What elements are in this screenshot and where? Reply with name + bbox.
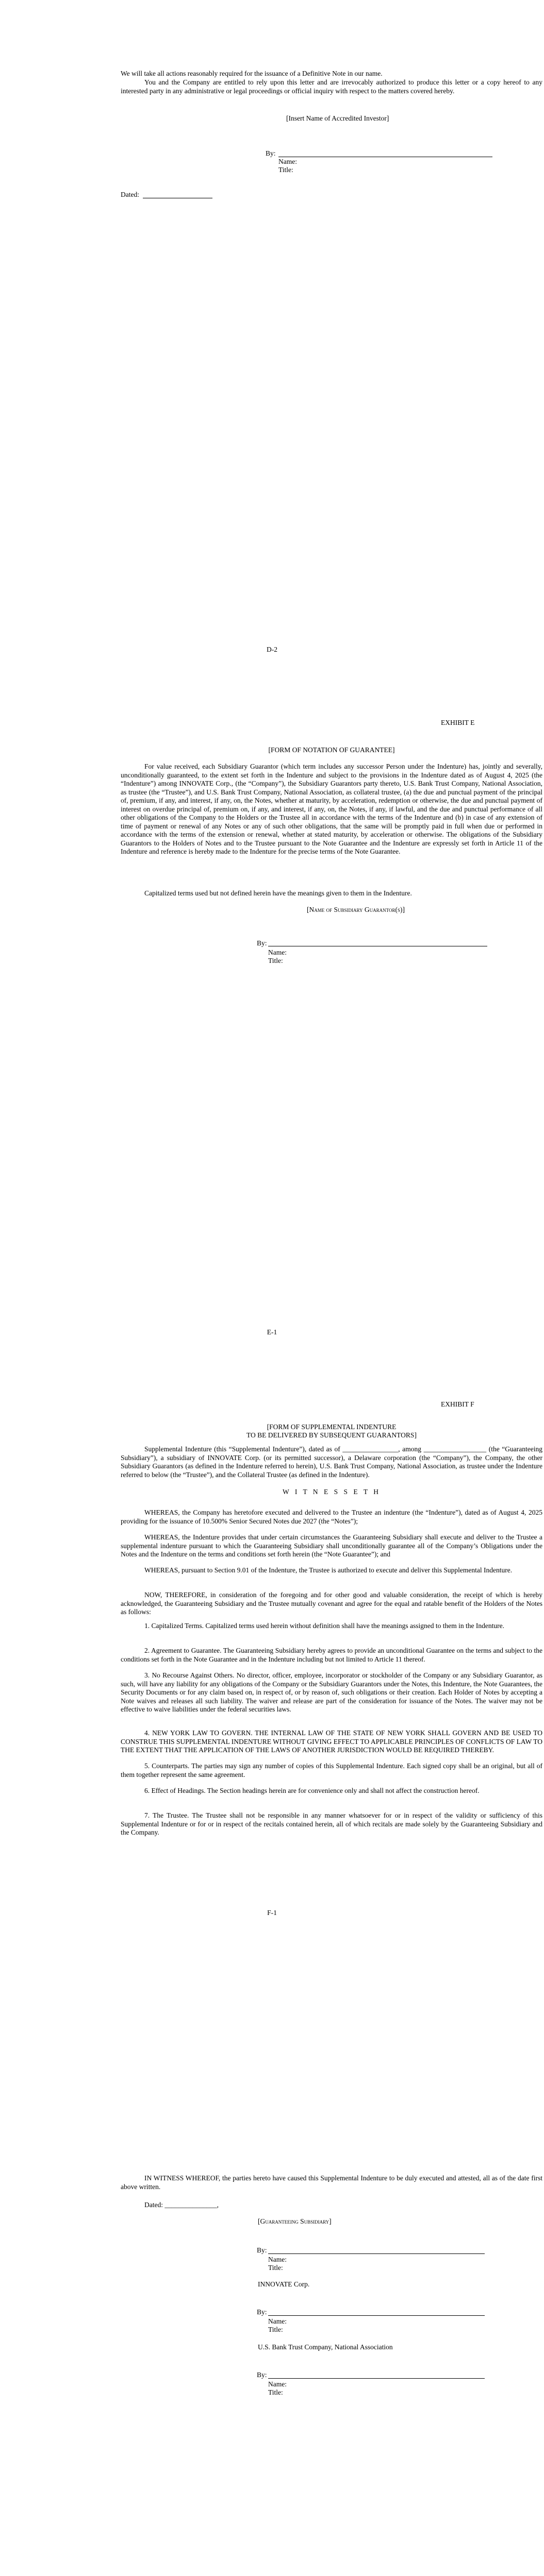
dated-label: Dated: [121,191,139,198]
name-label: Name: [268,2317,287,2325]
investor-name: [Insert Name of Accredited Investor] [286,114,389,122]
innovate-signatory: INNOVATE Corp. [258,2280,310,2288]
section-6: 6. Effect of Headings. The Section headings herein are for convenience only and shall not affect the construction hereof. [144,1787,480,1794]
exhibit-label: EXHIBIT E [441,719,475,726]
title-label: Title: [278,166,293,174]
recital: WHEREAS, the Indenture provides that under certain circumstances the Guaranteeing Subsidiary shall execute and deliver to the Trustee a supplemental indenture pursuant to which the Guaranteeing Subsidiary shall unconditionally guarantee all of the Company’s Obligations under the Notes and the Indenture on the terms and conditions set forth herein (the “Note Guarantee”); and [121,1533,542,1558]
section-2: 2. Agreement to Guarantee. The Guaranteeing Subsidiary hereby agrees to provide an unconditional Guarantee on the terms and subject to the conditions set forth in the Note Guarantee and in the Indenture including but not limited to Article 11 thereof. [121,1647,542,1663]
heading: [FORM OF NOTATION OF GUARANTEE] [268,746,395,754]
section-1: 1. Capitalized Terms. Capitalized terms used herein without definition shall have the meanings assigned to them in the Indenture. [144,1622,505,1630]
signature-line [268,2378,485,2379]
paragraph: We will take all actions reasonably required for the issuance of a Definitive Note in our name. [121,70,383,77]
exhibit-label: EXHIBIT F [441,1400,474,1408]
recital: WHEREAS, the Company has heretofore executed and delivered to the Trustee an indenture (the “Indenture”), dated as of August 4, 2025 providing for the issuance of 10.500% Senior Secured Notes due 2027 (the “Notes”); [121,1509,542,1525]
section-7: 7. The Trustee. The Trustee shall not be responsible in any manner whatsoever for or in respect of the validity or sufficiency of this Supplemental Indenture or for or in respect of the recitals contained herein, all of which recitals are made solely by the Guaranteeing Subsidiary and the Company. [121,1811,542,1836]
name-label: Name: [268,2380,287,2388]
page-number: F-1 [267,1909,277,1917]
page-f2 [0,2092,544,2576]
title-label: Title: [268,2326,283,2333]
by-label: By: [266,149,276,157]
section-4: 4. NEW YORK LAW TO GOVERN. THE INTERNAL LAW OF THE STATE OF NEW YORK SHALL GOVERN AND BE USED TO CONSTRUE THIS SUPPLEMENTAL INDENTURE WITHOUT GIVING EFFECT TO APPLICABLE PRINCIPLES OF CONFLICTS OF LAW TO THE EXTENT THAT THE APPLICATION OF THE LAWS OF ANOTHER JURISDICTION WOULD BE REQUIRED THEREBY. [121,1729,542,1754]
title-label: Title: [268,2388,283,2396]
intro-paragraph: Supplemental Indenture (this “Supplemental Indenture”), dated as of ________________, among __________________ (the “Guaranteeing Subsidiary”), a subsidiary of INNOVATE Corp. (or its permitted successor), a Delaware corporation (the “Company”), the Company, the other Subsidiary Guarantors (as defined in the Indenture referred to herein), U.S. Bank Trust Company, National Association, as trustee under the Indenture referred to below (the “Trustee”), and the Collateral Trustee (as defined in the Indenture). [121,1445,542,1479]
guarantor-name: [Name of Subsidiary Guarantor(s)] [307,906,405,913]
name-label: Name: [268,948,287,956]
signature-line [268,2253,485,2254]
paragraph: For value received, each Subsidiary Guarantor (which term includes any successor Person under the Indenture) has, jointly and severally, unconditionally guaranteed, to the extent set forth in the Indenture and subject to the provisions in the Indenture dated as of August 4, 2025 (the “Indenture”) among INNOVATE Corp., (the “Company”), the Subsidiary Guarantors party thereto, U.S. Bank Trust Company, National Association, as trustee (the “Trustee”), and U.S. Bank Trust Company, National Association, as collateral trustee, (a) the due and punctual payment of the principal of, premium, if any, and interest, if any, on, the Notes, whether at maturity, by acceleration, redemption or otherwise, the due and punctual payment of interest on overdue principal of, premium on, if any, and interest, if any, on, the Notes, if any, if lawful, and the due and punctual performance of all other obligations of the Company to the Holders or the Trustee all in accordance with the terms of the Indenture and (b) in case of any extension of time of payment or renewal of any Notes or any of such other obligations, that the same will be promptly paid in full when due or performed in accordance with the terms of the extension or renewal, whether at stated maturity, by acceleration or otherwise. The obligations of the Subsidiary Guarantors to the Holders of Notes and to the Trustee pursuant to the Note Guarantee and the Indenture are expressly set forth in Article 11 of the Indenture and reference is hereby made to the Indenture for the precise terms of the Note Guarantee. [121,762,542,855]
dated-label: Dated: _______________, [144,2201,219,2209]
section-3: 3. No Recourse Against Others. No director, officer, employee, incorporator or stockholder of the Company or any Subsidiary Guarantor, as such, will have any liability for any obligations of the Company or the Subsidiary Guarantors under the Notes, this Indenture, the Note Guarantees, the Security Documents or for any claim based on, in respect of, or by reason of, such obligations or their creation. Each Holder of Notes by accepting a Note waives and releases all such liability. The waiver and release are part of the consideration for issuance of the Notes. The waiver may not be effective to waive liabilities under the federal securities laws. [121,1671,542,1713]
signature-line [268,2315,485,2316]
page-e1 [0,685,544,1370]
by-label: By: [257,2246,267,2254]
by-label: By: [257,2371,267,2379]
heading: [FORM OF SUPPLEMENTAL INDENTURE [267,1423,397,1431]
recital: WHEREAS, pursuant to Section 9.01 of the Indenture, the Trustee is authorized to execute and deliver this Supplemental Indenture. [144,1566,513,1574]
guaranteeing-subsidiary: [Guaranteeing Subsidiary] [258,2217,332,2225]
page-number: E-1 [267,1328,277,1336]
title-label: Title: [268,2264,283,2272]
section-5: 5. Counterparts. The parties may sign any number of copies of this Supplemental Indenture. Each signed copy shall be an original, but all of them together represent the same agreement. [121,1762,542,1778]
paragraph: You and the Company are entitled to rely upon this letter and are irrevocably authorized to produce this letter or a copy hereof to any interested party in any administrative or legal proceedings or official inquiry with respect to the matters covered hereby. [121,78,542,95]
page-number: D-2 [267,646,277,653]
page-d2 [0,0,544,685]
page-f1 [0,1370,544,2092]
by-label: By: [257,939,267,947]
trustee-signatory: U.S. Bank Trust Company, National Association [258,2343,393,2351]
name-label: Name: [278,158,297,165]
paragraph: Capitalized terms used but not defined herein have the meanings given to them in the Indenture. [144,889,412,897]
by-label: By: [257,2308,267,2316]
witnesseth-heading: W I T N E S S E T H [283,1488,381,1496]
title-label: Title: [268,957,283,964]
witness-paragraph: IN WITNESS WHEREOF, the parties hereto have caused this Supplemental Indenture to be duly executed and attested, all as of the date first above written. [121,2174,542,2191]
heading: TO BE DELIVERED BY SUBSEQUENT GUARANTORS] [246,1431,417,1439]
name-label: Name: [268,2256,287,2263]
recital: NOW, THEREFORE, in consideration of the foregoing and for other good and valuable consideration, the receipt of which is hereby acknowledged, the Guaranteeing Subsidiary and the Trustee mutually covenant and agree for the equal and ratable benefit of the Holders of the Notes as follows: [121,1591,542,1616]
